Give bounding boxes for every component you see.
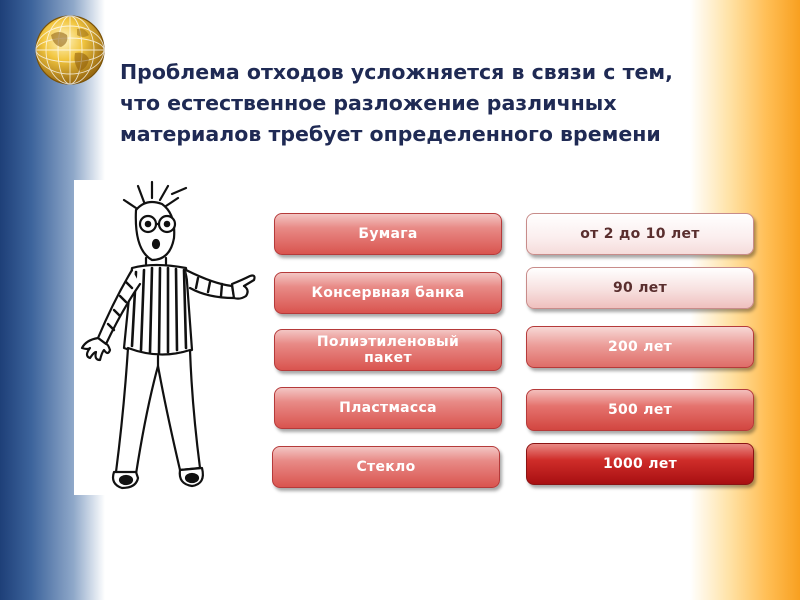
globe-icon <box>33 13 107 87</box>
duration-button-500-years[interactable] <box>526 389 754 431</box>
duration-label: 1000 лет <box>602 456 678 472</box>
material-button-tin-can[interactable] <box>274 272 502 314</box>
material-label: Пластмасса <box>339 400 437 416</box>
duration-button-200-years[interactable] <box>526 326 754 368</box>
material-button-plastic-bag[interactable] <box>274 329 502 371</box>
duration-label: от 2 до 10 лет <box>580 226 700 242</box>
title-line: материалов требует определенного времени <box>120 122 661 146</box>
material-button-glass[interactable] <box>272 446 500 488</box>
duration-button-1000-years[interactable] <box>526 443 754 485</box>
material-label: Полиэтиленовый пакет <box>316 334 460 366</box>
slide-title <box>120 57 760 150</box>
material-label: Консервная банка <box>311 285 465 301</box>
material-button-plastic[interactable] <box>274 387 502 429</box>
title-line: Проблема отходов усложняется в связи с тем, <box>120 60 673 84</box>
material-label: Бумага <box>358 226 418 242</box>
duration-label: 500 лет <box>607 402 673 418</box>
duration-label: 200 лет <box>607 339 673 355</box>
duration-button-2-10-years[interactable] <box>526 213 754 255</box>
title-line: что естественное разложение различных <box>120 91 617 115</box>
cartoon-man-illustration <box>74 180 268 495</box>
material-label: Стекло <box>356 459 416 475</box>
material-button-paper[interactable] <box>274 213 502 255</box>
duration-button-90-years[interactable] <box>526 267 754 309</box>
duration-label: 90 лет <box>612 280 668 296</box>
